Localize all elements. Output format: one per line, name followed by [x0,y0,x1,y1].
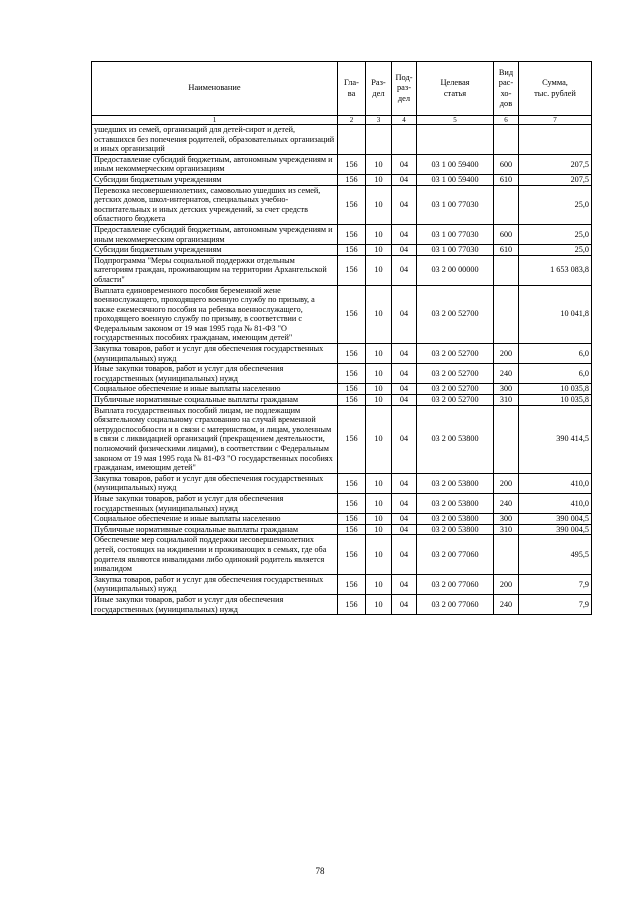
row-expense-type-cell: 310 [494,524,519,535]
row-glava-cell: 156 [338,224,366,244]
row-podrazdel-cell: 04 [392,174,417,185]
row-target-article-cell: 03 1 00 59400 [417,174,494,185]
column-number: 3 [366,116,392,125]
row-razdel-cell: 10 [366,384,392,395]
row-glava-cell: 156 [338,493,366,513]
row-glava-cell: 156 [338,255,366,285]
table-row [92,255,592,285]
row-target-article-cell: 03 1 00 59400 [417,154,494,174]
row-expense-type-cell: 240 [494,594,519,614]
row-expense-type-cell [494,535,519,574]
row-razdel-cell: 10 [366,395,392,406]
row-glava-cell: 156 [338,245,366,256]
row-name-cell: Предоставление субсидий бюджетным, автономным учреждениям и иным некоммерческим организациям [92,224,338,244]
row-name-cell: ушедших из семей, организаций для детей-сирот и детей, оставшихся без попечения родителей, образовательных организаций и иных организаций [92,125,338,155]
row-sum-cell: 10 041,8 [519,285,592,344]
row-target-article-cell: 03 1 00 77030 [417,185,494,224]
table-row [92,384,592,395]
table-row [92,125,592,155]
row-expense-type-cell: 600 [494,154,519,174]
row-podrazdel-cell: 04 [392,255,417,285]
row-name-cell: Обеспечение мер социальной поддержки несовершеннолетних детей, состоящих на иждивении и проживающих в семьях, где оба родителя являются инвалидами либо одинокий родитель является инвалидом [92,535,338,574]
row-sum-cell: 7,9 [519,594,592,614]
row-podrazdel-cell: 04 [392,224,417,244]
row-name-cell: Публичные нормативные социальные выплаты гражданам [92,395,338,406]
row-expense-type-cell: 200 [494,574,519,594]
row-podrazdel-cell: 04 [392,185,417,224]
row-name-cell: Публичные нормативные социальные выплаты гражданам [92,524,338,535]
row-name-cell: Социальное обеспечение и иные выплаты населению [92,384,338,395]
row-sum-cell: 390 004,5 [519,514,592,525]
row-glava-cell: 156 [338,535,366,574]
table-row [92,224,592,244]
row-sum-cell: 1 653 083,8 [519,255,592,285]
table-row [92,493,592,513]
row-glava-cell: 156 [338,154,366,174]
row-target-article-cell: 03 2 00 52700 [417,285,494,344]
row-razdel-cell: 10 [366,174,392,185]
row-razdel-cell: 10 [366,493,392,513]
row-expense-type-cell: 300 [494,384,519,395]
row-sum-cell: 25,0 [519,245,592,256]
row-podrazdel-cell: 04 [392,344,417,364]
row-glava-cell: 156 [338,384,366,395]
header-name: Наименование [92,62,338,116]
row-expense-type-cell: 300 [494,514,519,525]
row-podrazdel-cell: 04 [392,473,417,493]
table-row [92,524,592,535]
row-name-cell: Предоставление субсидий бюджетным, автономным учреждениям и иным некоммерческим организациям [92,154,338,174]
row-target-article-cell: 03 1 00 77030 [417,224,494,244]
table-header-row [92,62,592,116]
row-expense-type-cell [494,255,519,285]
row-razdel-cell: 10 [366,154,392,174]
row-podrazdel-cell: 04 [392,574,417,594]
row-sum-cell: 7,9 [519,574,592,594]
row-podrazdel-cell: 04 [392,285,417,344]
table-row [92,344,592,364]
row-podrazdel-cell: 04 [392,493,417,513]
row-podrazdel-cell: 04 [392,594,417,614]
row-razdel-cell: 10 [366,344,392,364]
row-podrazdel-cell: 04 [392,514,417,525]
row-sum-cell: 6,0 [519,344,592,364]
row-podrazdel-cell: 04 [392,405,417,473]
row-name-cell: Субсидии бюджетным учреждениям [92,245,338,256]
table-row [92,574,592,594]
row-sum-cell: 410,0 [519,473,592,493]
row-razdel-cell: 10 [366,524,392,535]
row-glava-cell: 156 [338,285,366,344]
row-podrazdel-cell [392,125,417,155]
row-razdel-cell: 10 [366,514,392,525]
row-target-article-cell: 03 2 00 53800 [417,514,494,525]
row-sum-cell: 10 035,8 [519,395,592,406]
row-razdel-cell: 10 [366,255,392,285]
table-row [92,364,592,384]
row-target-article-cell [417,125,494,155]
row-expense-type-cell [494,285,519,344]
table-row [92,245,592,256]
header-glava: Гла- ва [338,62,366,116]
row-glava-cell: 156 [338,344,366,364]
column-number-row [92,116,592,125]
table-row [92,185,592,224]
row-name-cell: Закупка товаров, работ и услуг для обеспечения государственных (муниципальных) нужд [92,473,338,493]
row-name-cell: Иные закупки товаров, работ и услуг для обеспечения государственных (муниципальных) нужд [92,364,338,384]
row-razdel-cell: 10 [366,224,392,244]
row-sum-cell: 207,5 [519,174,592,185]
row-glava-cell: 156 [338,574,366,594]
table-body [92,125,592,615]
row-target-article-cell: 03 2 00 77060 [417,574,494,594]
row-target-article-cell: 03 2 00 53800 [417,524,494,535]
row-sum-cell: 6,0 [519,364,592,384]
table-row [92,594,592,614]
table-row [92,395,592,406]
table-row [92,405,592,473]
row-razdel-cell: 10 [366,285,392,344]
header-expense-type: Вид рас- хо- дов [494,62,519,116]
row-name-cell: Социальное обеспечение и иные выплаты населению [92,514,338,525]
column-number: 5 [417,116,494,125]
row-target-article-cell: 03 2 00 53800 [417,493,494,513]
row-sum-cell [519,125,592,155]
row-name-cell: Перевозка несовершеннолетних, самовольно ушедших из семей, детских домов, школ-интернатов, специальных учебно-воспитательных и иных детских учреждений, за счет средств областного бюджета [92,185,338,224]
table-row [92,285,592,344]
row-target-article-cell: 03 2 00 52700 [417,364,494,384]
row-expense-type-cell [494,405,519,473]
row-name-cell: Закупка товаров, работ и услуг для обеспечения государственных (муниципальных) нужд [92,344,338,364]
row-razdel-cell: 10 [366,245,392,256]
row-razdel-cell: 10 [366,405,392,473]
header-razdel: Раз- дел [366,62,392,116]
row-sum-cell: 495,5 [519,535,592,574]
budget-table [91,61,592,615]
row-expense-type-cell: 200 [494,344,519,364]
row-podrazdel-cell: 04 [392,384,417,395]
row-razdel-cell: 10 [366,473,392,493]
row-name-cell: Иные закупки товаров, работ и услуг для обеспечения государственных (муниципальных) нужд [92,493,338,513]
row-target-article-cell: 03 2 00 77060 [417,594,494,614]
row-target-article-cell: 03 2 00 53800 [417,405,494,473]
row-expense-type-cell: 610 [494,245,519,256]
row-expense-type-cell [494,185,519,224]
row-glava-cell: 156 [338,405,366,473]
row-target-article-cell: 03 1 00 77030 [417,245,494,256]
row-sum-cell: 390 004,5 [519,524,592,535]
table-row [92,535,592,574]
row-sum-cell: 410,0 [519,493,592,513]
row-glava-cell: 156 [338,174,366,185]
row-glava-cell: 156 [338,524,366,535]
row-expense-type-cell: 600 [494,224,519,244]
page-number: 78 [315,866,325,876]
row-expense-type-cell: 240 [494,364,519,384]
row-razdel-cell: 10 [366,535,392,574]
row-sum-cell: 10 035,8 [519,384,592,395]
column-number: 7 [519,116,592,125]
row-expense-type-cell: 610 [494,174,519,185]
row-target-article-cell: 03 2 00 77060 [417,535,494,574]
row-name-cell: Выплата единовременного пособия беременной жене военнослужащего, проходящего военную службу по призыву, а также ежемесячного пособия на ребенка военнослужащего, проходящего военную службу по призыву, в соответствии с Федеральным законом от 19 мая 1995 года № 81-ФЗ "О государственных пособиях гражданам, имеющим детей" [92,285,338,344]
row-sum-cell: 390 414,5 [519,405,592,473]
row-expense-type-cell: 310 [494,395,519,406]
row-name-cell: Субсидии бюджетным учреждениям [92,174,338,185]
row-razdel-cell: 10 [366,594,392,614]
row-glava-cell: 156 [338,473,366,493]
row-target-article-cell: 03 2 00 52700 [417,344,494,364]
row-glava-cell [338,125,366,155]
row-glava-cell: 156 [338,514,366,525]
row-glava-cell: 156 [338,364,366,384]
row-expense-type-cell: 240 [494,493,519,513]
row-expense-type-cell [494,125,519,155]
row-glava-cell: 156 [338,395,366,406]
row-target-article-cell: 03 2 00 53800 [417,473,494,493]
row-podrazdel-cell: 04 [392,245,417,256]
column-number: 6 [494,116,519,125]
row-name-cell: Подпрограмма "Меры социальной поддержки отдельным категориям граждан, проживающим на территории Архангельской области" [92,255,338,285]
row-podrazdel-cell: 04 [392,524,417,535]
row-name-cell: Выплата государственных пособий лицам, не подлежащим обязательному социальному страхованию на случай временной нетрудоспособности и в связи с материнством, и лицам, уволенным в связи с ликвидацией организаций (прекращением деятельности, полномочий физическими лицами), в соответствии с Федеральным законом от 19 мая 1995 года № 81-ФЗ "О государственных пособиях гражданам, имеющим детей" [92,405,338,473]
row-podrazdel-cell: 04 [392,535,417,574]
table-row [92,514,592,525]
row-glava-cell: 156 [338,185,366,224]
table-row [92,473,592,493]
row-target-article-cell: 03 2 00 00000 [417,255,494,285]
header-podrazdel: Под- раз- дел [392,62,417,116]
row-sum-cell: 25,0 [519,185,592,224]
row-razdel-cell: 10 [366,364,392,384]
row-target-article-cell: 03 2 00 52700 [417,384,494,395]
row-target-article-cell: 03 2 00 52700 [417,395,494,406]
row-razdel-cell: 10 [366,185,392,224]
row-podrazdel-cell: 04 [392,154,417,174]
row-glava-cell: 156 [338,594,366,614]
row-razdel-cell: 10 [366,574,392,594]
row-podrazdel-cell: 04 [392,395,417,406]
column-number: 4 [392,116,417,125]
column-number: 2 [338,116,366,125]
column-number: 1 [92,116,338,125]
row-razdel-cell [366,125,392,155]
row-name-cell: Иные закупки товаров, работ и услуг для обеспечения государственных (муниципальных) нужд [92,594,338,614]
row-sum-cell: 25,0 [519,224,592,244]
row-podrazdel-cell: 04 [392,364,417,384]
row-name-cell: Закупка товаров, работ и услуг для обеспечения государственных (муниципальных) нужд [92,574,338,594]
table-row [92,174,592,185]
row-expense-type-cell: 200 [494,473,519,493]
row-sum-cell: 207,5 [519,154,592,174]
header-target-article: Целевая статья [417,62,494,116]
table-row [92,154,592,174]
header-sum: Сумма, тыс. рублей [519,62,592,116]
